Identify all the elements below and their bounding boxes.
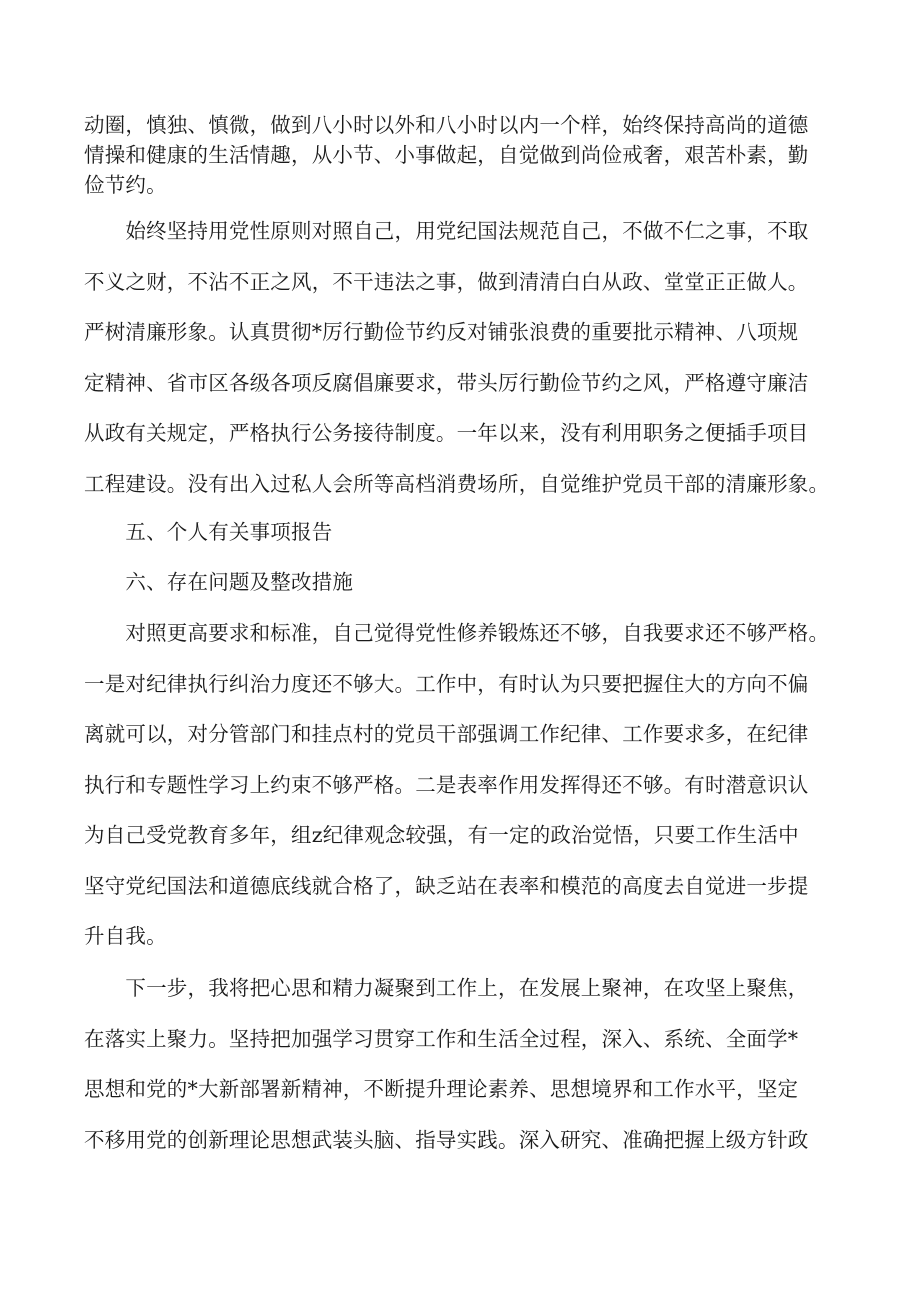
text-line: 不义之财，不沾不正之风，不干违法之事，做到清清白白从政、堂堂正正做人。	[84, 269, 809, 294]
text-line: 升自我。	[84, 924, 167, 948]
text-line: 动圈，慎独、慎微，做到八小时以外和八小时以内一个样，始终保持高尚的道德	[84, 113, 809, 137]
text-line: 离就可以，对分管部门和挂点村的党员干部强调工作纪律、工作要求多，在纪律	[84, 722, 809, 746]
paragraph-next-steps	[84, 963, 856, 1165]
text-line: 俭节约。	[84, 173, 167, 197]
text-line: 不移用党的创新理论思想武装头脑、指导实践。深入研究、准确把握上级方针政	[84, 1127, 809, 1152]
paragraph-problems	[84, 608, 856, 962]
text-line: 工程建设。没有出入过私人会所等高档消费场所，自觉维护党员干部的清廉形象。	[84, 471, 830, 496]
text-line: 一是对纪律执行纠治力度还不够大。工作中，有时认为只要把握住大的方向不偏	[84, 671, 809, 696]
section-heading-five	[84, 507, 856, 558]
text-line: 为自己受党教育多年，组z纪律观念较强，有一定的政治觉悟，只要工作生活中	[84, 823, 799, 847]
text-line: 情操和健康的生活情趣，从小节、小事做起，自觉做到尚俭戒奢，艰苦朴素，勤	[84, 143, 809, 167]
text-line: 严树清廉形象。认真贯彻*厉行勤俭节约反对铺张浪费的重要批示精神、八项规	[84, 320, 799, 344]
heading-text: 六、存在问题及整改措施	[84, 570, 354, 594]
section-heading-six	[84, 557, 856, 608]
paragraph-continuation	[84, 110, 856, 200]
heading-text: 五、个人有关事项报告	[84, 520, 333, 544]
text-line: 对照更高要求和标准，自己觉得党性修养锻炼还不够，自我要求还不够严格。	[84, 621, 830, 645]
text-line: 思想和党的*大新部署新精神，不断提升理论素养、思想境界和工作水平，坚定	[84, 1077, 799, 1101]
text-line: 在落实上聚力。坚持把加强学习贯穿工作和生活全过程，深入、系统、全面学*	[84, 1026, 799, 1051]
text-line: 执行和专题性学习上约束不够严格。二是表率作用发挥得还不够。有时潜意识认	[84, 772, 809, 797]
text-line: 定精神、省市区各级各项反腐倡廉要求，带头厉行勤俭节约之风，严格遵守廉洁	[84, 370, 809, 395]
text-line: 从政有关规定，严格执行公务接待制度。一年以来，没有利用职务之便插手项目	[84, 421, 809, 445]
text-line: 下一步，我将把心思和精力凝聚到工作上，在发展上聚神，在攻坚上聚焦，	[84, 976, 809, 1000]
paragraph-integrity	[84, 206, 856, 509]
text-line: 坚守党纪国法和道德底线就合格了，缺乏站在表率和模范的高度去自觉进一步提	[84, 873, 809, 898]
text-line: 始终坚持用党性原则对照自己，用党纪国法规范自己，不做不仁之事，不取	[84, 219, 809, 243]
